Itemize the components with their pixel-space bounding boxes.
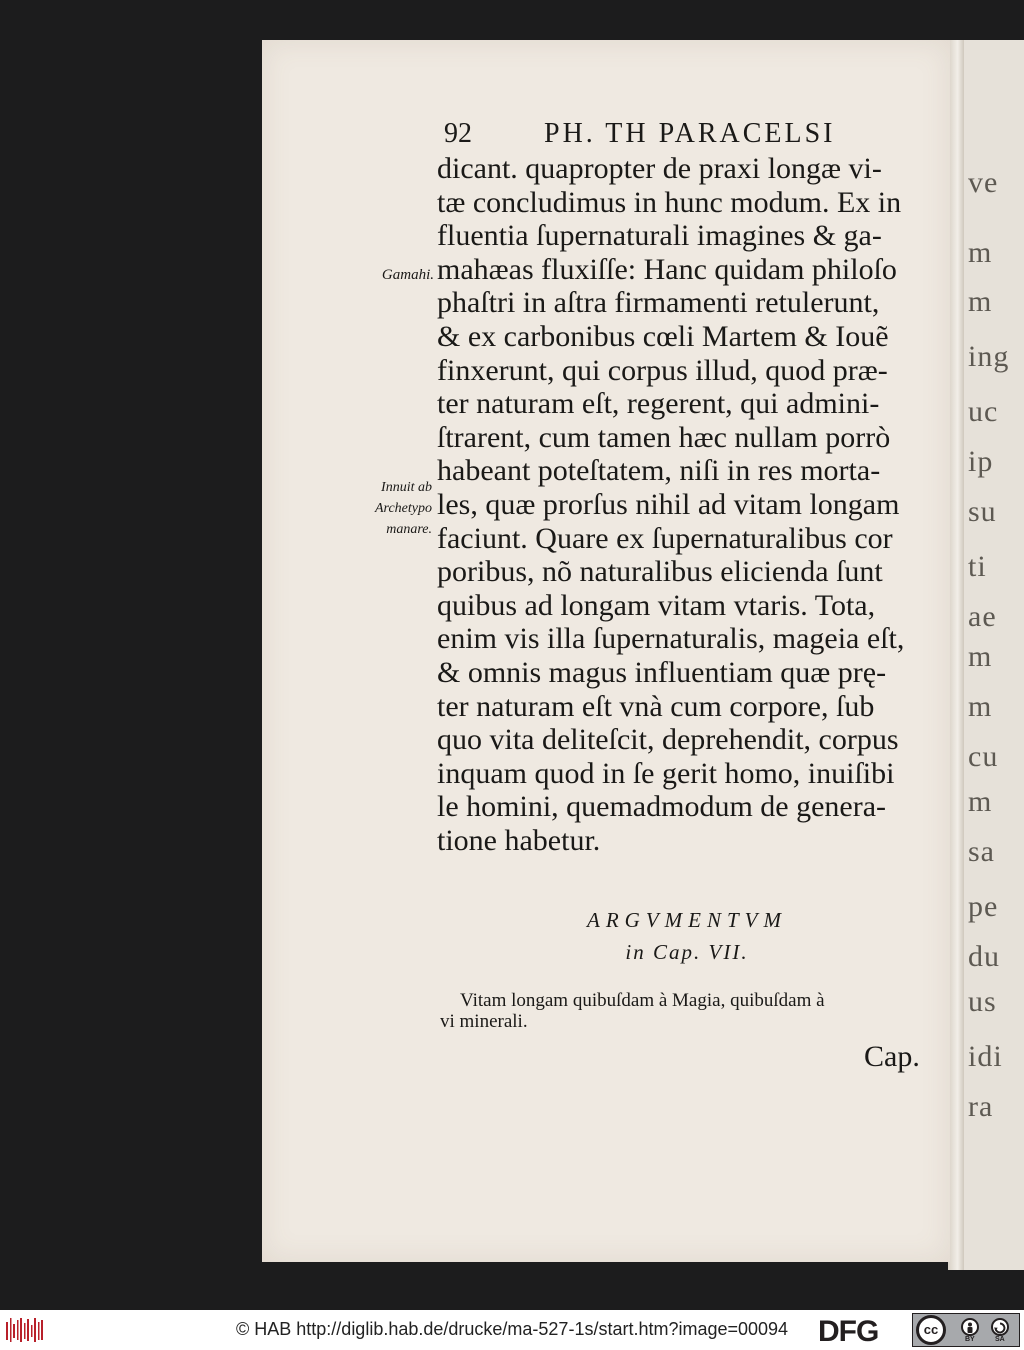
library-barcode-icon <box>6 1318 44 1342</box>
body-line: ter naturam eſt, regerent, qui admini- <box>437 387 880 421</box>
summary-line: Vitam longam quibuſdam à Magia, quibuſdam à <box>460 990 825 1011</box>
page-gutter <box>948 40 964 1270</box>
facing-page-edge <box>960 40 1024 1270</box>
margin-note-gamahi: Gamahi. <box>381 267 434 283</box>
body-line: ter naturam eſt vnà cum corpore, ſub <box>437 689 875 723</box>
facing-page-text: m <box>968 285 993 318</box>
facing-page-text: cu <box>968 740 999 773</box>
facing-page-text: m <box>968 690 993 723</box>
facing-page-text: ing <box>968 340 1010 373</box>
argumentum-subtitle: in Cap. VII. <box>625 940 749 964</box>
facing-page-text: ae <box>968 600 997 633</box>
sa-label: SA <box>995 1336 1005 1343</box>
facing-page-text: m <box>968 785 993 818</box>
body-line: quibus ad longam vitam vtaris. Tota, <box>437 588 876 622</box>
body-line: fluentia ſupernaturali imagines & ga- <box>437 219 882 253</box>
facing-page-text: us <box>968 985 997 1018</box>
body-line: finxerunt, qui corpus illud, quod præ- <box>437 353 888 387</box>
chapter-summary <box>440 990 940 1032</box>
body-line: habeant poteſtatem, niſi in res morta- <box>437 454 881 488</box>
source-link[interactable]: © HAB http://diglib.hab.de/drucke/ma-527-1s/start.htm?image=00094 <box>236 1319 789 1339</box>
body-line: tione habetur. <box>437 823 601 857</box>
share-alike-icon <box>991 1318 1009 1336</box>
body-line: le homini, quemadmodum de genera- <box>437 790 887 824</box>
book-page <box>262 40 950 1262</box>
creative-commons-icon: cc <box>916 1315 946 1345</box>
facing-page-text: m <box>968 640 993 673</box>
by-label: BY <box>965 1336 975 1343</box>
body-line: les, quæ prorſus nihil ad vitam longam <box>437 487 900 521</box>
body-text <box>437 152 947 857</box>
page-header <box>444 118 836 150</box>
body-line: inquam quod in ſe gerit homo, inuiſibi <box>437 756 895 790</box>
argumentum-heading <box>437 904 937 968</box>
facing-page-text: uc <box>968 395 999 428</box>
margin-note-line: Innuit ab <box>381 480 432 495</box>
argumentum-title: ARGVMENTVM <box>587 908 787 932</box>
body-line: poribus, nõ naturalibus elicienda ſunt <box>437 555 883 589</box>
facing-page-text: pe <box>968 890 999 923</box>
dfg-logo: DFG <box>818 1315 879 1348</box>
margin-note-line: Archetypo <box>374 501 432 516</box>
facing-page-text: idi <box>968 1040 1003 1073</box>
body-line: & ex carbonibus cœli Martem & Iouẽ <box>437 319 889 353</box>
summary-line: vi minerali. <box>440 1011 528 1032</box>
facing-page-text: ti <box>968 550 987 583</box>
body-line: quo vita deliteſcit, deprehendit, corpus <box>437 723 899 757</box>
facing-page-text: m <box>968 236 993 269</box>
body-line: tæ concludimus in hunc modum. Ex in <box>437 185 902 219</box>
body-line: dicant. quapropter de praxi longæ vi- <box>437 152 882 185</box>
body-line: mahæas fluxiſſe: Hanc quidam philoſo <box>437 252 897 286</box>
body-line: enim vis illa ſupernaturalis, mageia eſt, <box>437 622 905 656</box>
facing-page-text: ip <box>968 445 994 478</box>
body-line: ſtrarent, cum tamen hæc nullam porrò <box>437 420 891 454</box>
margin-note-line: manare. <box>386 522 432 537</box>
page-number: 92 <box>444 118 472 149</box>
facing-page-text: ve <box>968 166 999 199</box>
margin-note-innuit <box>328 477 432 540</box>
attribution-icon <box>961 1318 979 1336</box>
body-line: & omnis magus influentiam quæ prę- <box>437 655 887 689</box>
running-title: PH. TH PARACELSI <box>544 118 836 149</box>
footer-bar <box>0 1310 1024 1350</box>
body-line: faciunt. Quare ex ſupernaturalibus cor <box>437 521 893 555</box>
body-line: phaſtri in aſtra firmamenti retulerunt, <box>437 286 880 320</box>
facing-page-text: sa <box>968 835 995 868</box>
facing-page-text: du <box>968 940 1000 973</box>
cc-license-badge[interactable] <box>912 1313 1020 1347</box>
catchword: Cap. <box>864 1040 920 1073</box>
facing-page-text: su <box>968 495 997 528</box>
facing-page-text: ra <box>968 1090 994 1123</box>
